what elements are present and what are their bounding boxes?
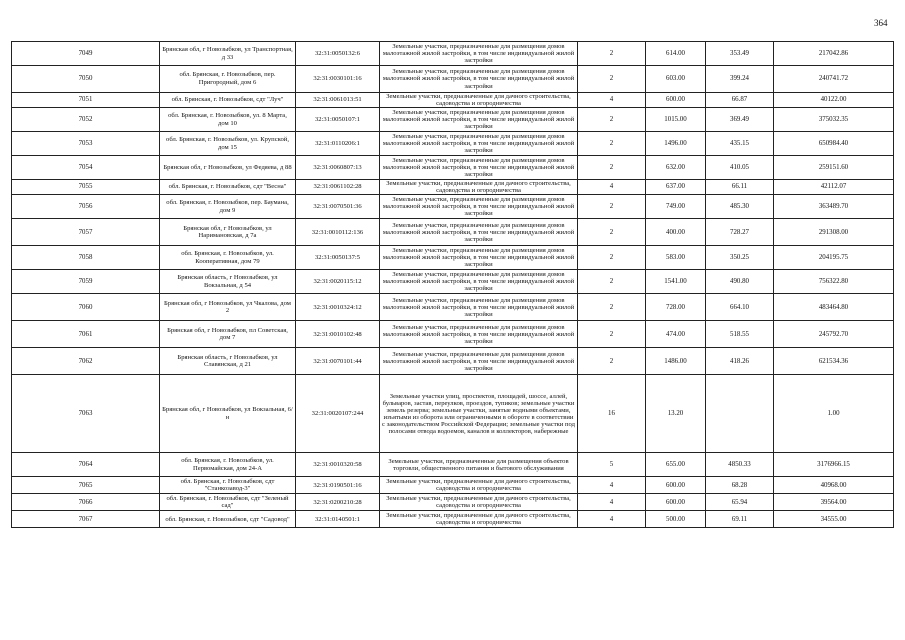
row-number: 7053	[12, 132, 160, 156]
group-code-cell: 4	[578, 511, 646, 528]
area-cell: 749.00	[646, 195, 706, 219]
cadastral-value-cell: 375032.35	[774, 108, 894, 132]
group-code-cell: 4	[578, 494, 646, 511]
land-use-cell: Земельные участки, предназначенные для дачного строительства, садоводства и огородничества	[380, 93, 578, 108]
area-cell: 400.00	[646, 219, 706, 246]
area-cell: 728.00	[646, 294, 706, 321]
table-row	[12, 294, 894, 321]
row-number: 7056	[12, 195, 160, 219]
cadastral-value-cell: 42112.07	[774, 180, 894, 195]
table-row	[12, 108, 894, 132]
table-row	[12, 93, 894, 108]
area-cell: 614.00	[646, 42, 706, 66]
cadastral-number-cell: 32:31:0070501:36	[296, 195, 380, 219]
cadastral-value-cell: 650984.40	[774, 132, 894, 156]
specific-value-cell: 728.27	[706, 219, 774, 246]
address-cell: обл. Брянская, г. Новозыбков, сдт "Садовод"	[160, 511, 296, 528]
group-code-cell: 2	[578, 348, 646, 375]
table-row	[12, 156, 894, 180]
area-cell: 655.00	[646, 453, 706, 477]
specific-value-cell: 66.11	[706, 180, 774, 195]
group-code-cell: 2	[578, 219, 646, 246]
cadastral-value-cell: 621534.36	[774, 348, 894, 375]
address-cell: обл. Брянская, г. Новозыбков, пер. Пригородный, дом 6	[160, 66, 296, 93]
cadastral-value-cell: 34555.00	[774, 511, 894, 528]
area-cell: 1496.00	[646, 132, 706, 156]
table-row	[12, 453, 894, 477]
specific-value-cell: 69.11	[706, 511, 774, 528]
land-use-cell: Земельные участки, предназначенные для размещения домов малоэтажной жилой застройки, в том числе индивидуальной жилой застройки	[380, 321, 578, 348]
specific-value-cell: 4850.33	[706, 453, 774, 477]
area-cell: 500.00	[646, 511, 706, 528]
specific-value-cell: 66.87	[706, 93, 774, 108]
land-use-cell: Земельные участки, предназначенные для размещения домов малоэтажной жилой застройки, в том числе индивидуальной жилой застройки	[380, 219, 578, 246]
cadastral-number-cell: 32:31:0030101:16	[296, 66, 380, 93]
cadastral-value-cell: 1.00	[774, 375, 894, 453]
page-number: 364	[874, 18, 888, 28]
group-code-cell: 5	[578, 453, 646, 477]
cadastral-number-cell: 32:31:0010102:48	[296, 321, 380, 348]
table-row	[12, 66, 894, 93]
address-cell: Брянская обл, г Новозыбков, ул Федяева, д 88	[160, 156, 296, 180]
land-use-cell: Земельные участки, предназначенные для размещения домов малоэтажной жилой застройки, в том числе индивидуальной жилой застройки	[380, 294, 578, 321]
row-number: 7067	[12, 511, 160, 528]
table-row	[12, 348, 894, 375]
area-cell: 600.00	[646, 494, 706, 511]
table-row	[12, 494, 894, 511]
land-use-cell: Земельные участки, предназначенные для размещения домов малоэтажной жилой застройки, в том числе индивидуальной жилой застройки	[380, 132, 578, 156]
cadastral-number-cell: 32:31:0050137:5	[296, 246, 380, 270]
group-code-cell: 2	[578, 294, 646, 321]
cadastral-value-cell: 259151.60	[774, 156, 894, 180]
group-code-cell: 16	[578, 375, 646, 453]
land-use-cell: Земельные участки, предназначенные для размещения домов малоэтажной жилой застройки, в том числе индивидуальной жилой застройки	[380, 348, 578, 375]
address-cell: обл. Брянская, г. Новозыбков, ул. Крупской, дом 15	[160, 132, 296, 156]
address-cell: Брянская обл, г Новозыбков, ул Вокзальная, 6/н	[160, 375, 296, 453]
group-code-cell: 2	[578, 156, 646, 180]
address-cell: обл. Брянская, г. Новозыбков, пер. Баумана, дом 9	[160, 195, 296, 219]
address-cell: Брянская обл, г Новозыбков, ул Транспортная, д 33	[160, 42, 296, 66]
address-cell: Брянская обл, г Новозыбков, пл Советская, дом 7	[160, 321, 296, 348]
group-code-cell: 4	[578, 477, 646, 494]
group-code-cell: 2	[578, 321, 646, 348]
address-cell: обл. Брянская, г. Новозыбков, ул. Первомайская, дом 24-А	[160, 453, 296, 477]
land-use-cell: Земельные участки улиц, проспектов, площадей, шоссе, аллей, бульваров, застав, переулков, проездов, тупиков; земельные участки земель резерва; земельные участки, занятые водными объектами, изъятыми из оборота или ограниченными в обороте в соответствии с законодательством Российской Федерации; земельные участки под полосами отвода водоемов, каналов и коллекторов, набережные	[380, 375, 578, 453]
land-use-cell: Земельные участки, предназначенные для дачного строительства, садоводства и огородничества	[380, 477, 578, 494]
cadastral-value-cell: 40122.00	[774, 93, 894, 108]
cadastral-value-cell: 217042.86	[774, 42, 894, 66]
row-number: 7054	[12, 156, 160, 180]
cadastral-number-cell: 32:31:0110206:1	[296, 132, 380, 156]
cadastral-value-cell: 40968.00	[774, 477, 894, 494]
row-number: 7052	[12, 108, 160, 132]
specific-value-cell: 410.05	[706, 156, 774, 180]
cadastral-value-cell: 240741.72	[774, 66, 894, 93]
area-cell: 1486.00	[646, 348, 706, 375]
cadastral-number-cell: 32:31:0200210:28	[296, 494, 380, 511]
row-number: 7064	[12, 453, 160, 477]
table-row	[12, 180, 894, 195]
table-row	[12, 219, 894, 246]
specific-value-cell: 399.24	[706, 66, 774, 93]
land-use-cell: Земельные участки, предназначенные для размещения домов малоэтажной жилой застройки, в том числе индивидуальной жилой застройки	[380, 246, 578, 270]
address-cell: обл. Брянская, г. Новозыбков, сдт "Весна"	[160, 180, 296, 195]
land-use-cell: Земельные участки, предназначенные для размещения домов малоэтажной жилой застройки, в том числе индивидуальной жилой застройки	[380, 42, 578, 66]
address-cell: обл. Брянская, г. Новозыбков, ул. 8 Марта, дом 10	[160, 108, 296, 132]
cadastral-value-cell: 756322.80	[774, 270, 894, 294]
cadastral-value-cell: 363489.70	[774, 195, 894, 219]
address-cell: обл. Брянская, г. Новозыбков, сдт "Зеленый сад"	[160, 494, 296, 511]
cadastral-value-cell: 291308.00	[774, 219, 894, 246]
area-cell: 1541.00	[646, 270, 706, 294]
address-cell: Брянская область, г Новозыбков, ул Славянская, д 21	[160, 348, 296, 375]
table-row	[12, 477, 894, 494]
land-use-cell: Земельные участки, предназначенные для размещения домов малоэтажной жилой застройки, в том числе индивидуальной жилой застройки	[380, 195, 578, 219]
area-cell: 637.00	[646, 180, 706, 195]
cadastral-number-cell: 32:31:0050107:1	[296, 108, 380, 132]
cadastral-number-cell: 32:31:0060807:13	[296, 156, 380, 180]
specific-value-cell: 350.25	[706, 246, 774, 270]
land-use-cell: Земельные участки, предназначенные для размещения домов малоэтажной жилой застройки, в том числе индивидуальной жилой застройки	[380, 270, 578, 294]
row-number: 7066	[12, 494, 160, 511]
group-code-cell: 2	[578, 108, 646, 132]
cadastral-number-cell: 32:31:0010320:58	[296, 453, 380, 477]
cadastral-number-cell: 32:31:0020107:244	[296, 375, 380, 453]
row-number: 7050	[12, 66, 160, 93]
area-cell: 600.00	[646, 477, 706, 494]
table-row	[12, 321, 894, 348]
area-cell: 583.00	[646, 246, 706, 270]
table-row	[12, 270, 894, 294]
cadastral-number-cell: 32:31:0061102:28	[296, 180, 380, 195]
cadastral-number-cell: 32:31:0020115:12	[296, 270, 380, 294]
cadastral-number-cell: 32:31:0140501:1	[296, 511, 380, 528]
address-cell: обл. Брянская, г. Новозыбков, сдт "Станкозавод-3"	[160, 477, 296, 494]
row-number: 7062	[12, 348, 160, 375]
cadastral-number-cell: 32:31:0061013:51	[296, 93, 380, 108]
land-use-cell: Земельные участки, предназначенные для дачного строительства, садоводства и огородничества	[380, 494, 578, 511]
row-number: 7061	[12, 321, 160, 348]
specific-value-cell: 65.94	[706, 494, 774, 511]
address-cell: обл. Брянская, г. Новозыбков, ул. Кооперативная, дом 79	[160, 246, 296, 270]
cadastral-value-cell: 204195.75	[774, 246, 894, 270]
specific-value-cell: 485.30	[706, 195, 774, 219]
address-cell: обл. Брянская, г. Новозыбков, сдт "Луч"	[160, 93, 296, 108]
table-row	[12, 42, 894, 66]
address-cell: Брянская обл, г Новозыбков, ул Чкалова, дом 2	[160, 294, 296, 321]
cadastral-value-cell: 245792.70	[774, 321, 894, 348]
group-code-cell: 4	[578, 180, 646, 195]
row-number: 7065	[12, 477, 160, 494]
specific-value-cell: 664.10	[706, 294, 774, 321]
row-number: 7063	[12, 375, 160, 453]
specific-value-cell: 353.49	[706, 42, 774, 66]
table-row	[12, 511, 894, 528]
land-use-cell: Земельные участки, предназначенные для размещения объектов торговли, общественного питания и бытового обслуживания	[380, 453, 578, 477]
area-cell: 603.00	[646, 66, 706, 93]
cadastral-value-cell: 3176966.15	[774, 453, 894, 477]
table-row	[12, 375, 894, 453]
specific-value-cell: 68.28	[706, 477, 774, 494]
cadastral-number-cell: 32:31:0070101:44	[296, 348, 380, 375]
land-use-cell: Земельные участки, предназначенные для дачного строительства, садоводства и огородничества	[380, 180, 578, 195]
cadastral-number-cell: 32:31:0010324:12	[296, 294, 380, 321]
land-use-cell: Земельные участки, предназначенные для размещения домов малоэтажной жилой застройки, в том числе индивидуальной жилой застройки	[380, 156, 578, 180]
address-cell: Брянская область, г Новозыбков, ул Вокзальная, д 54	[160, 270, 296, 294]
cadastral-value-cell: 39564.00	[774, 494, 894, 511]
table-row	[12, 195, 894, 219]
area-cell: 474.00	[646, 321, 706, 348]
cadastral-value-cell: 483464.80	[774, 294, 894, 321]
row-number: 7059	[12, 270, 160, 294]
cadastral-number-cell: 32:31:0190501:16	[296, 477, 380, 494]
table-row	[12, 132, 894, 156]
group-code-cell: 2	[578, 42, 646, 66]
cadastral-value-table	[11, 41, 894, 528]
area-cell: 632.00	[646, 156, 706, 180]
specific-value-cell: 369.49	[706, 108, 774, 132]
address-cell: Брянская обл, г Новозыбков, ул Наримановская, д 7а	[160, 219, 296, 246]
specific-value-cell: 518.55	[706, 321, 774, 348]
group-code-cell: 4	[578, 93, 646, 108]
row-number: 7058	[12, 246, 160, 270]
cadastral-number-cell: 32:31:0010112:136	[296, 219, 380, 246]
land-use-cell: Земельные участки, предназначенные для размещения домов малоэтажной жилой застройки, в том числе индивидуальной жилой застройки	[380, 66, 578, 93]
specific-value-cell: 418.26	[706, 348, 774, 375]
row-number: 7060	[12, 294, 160, 321]
area-cell: 1015.00	[646, 108, 706, 132]
group-code-cell: 2	[578, 270, 646, 294]
area-cell: 600.00	[646, 93, 706, 108]
area-cell: 13.20	[646, 375, 706, 453]
specific-value-cell: 435.15	[706, 132, 774, 156]
row-number: 7055	[12, 180, 160, 195]
row-number: 7057	[12, 219, 160, 246]
specific-value-cell: 490.80	[706, 270, 774, 294]
group-code-cell: 2	[578, 66, 646, 93]
row-number: 7051	[12, 93, 160, 108]
land-use-cell: Земельные участки, предназначенные для дачного строительства, садоводства и огородничества	[380, 511, 578, 528]
group-code-cell: 2	[578, 132, 646, 156]
row-number: 7049	[12, 42, 160, 66]
cadastral-number-cell: 32:31:0050132:6	[296, 42, 380, 66]
specific-value-cell	[706, 375, 774, 453]
table-row	[12, 246, 894, 270]
group-code-cell: 2	[578, 246, 646, 270]
group-code-cell: 2	[578, 195, 646, 219]
land-use-cell: Земельные участки, предназначенные для размещения домов малоэтажной жилой застройки, в том числе индивидуальной жилой застройки	[380, 108, 578, 132]
